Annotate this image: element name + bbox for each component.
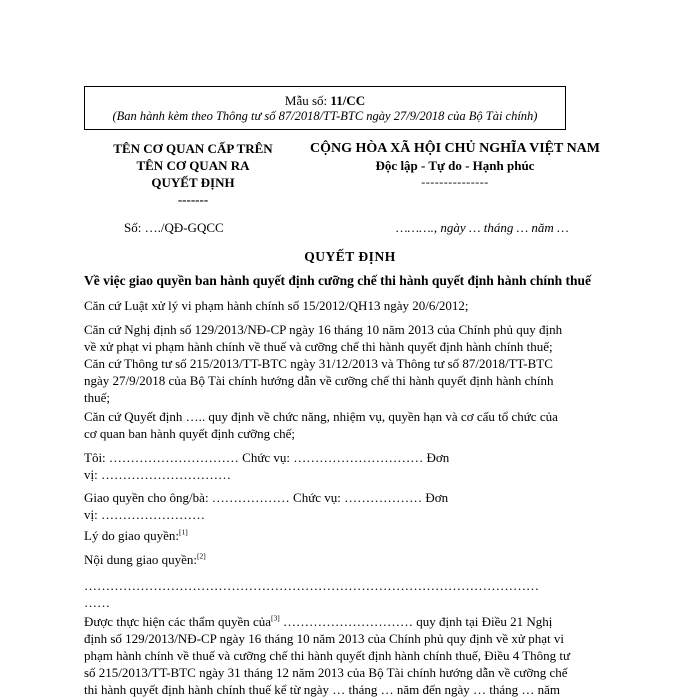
text-line: Giao quyền cho ông/bà: ……………… Chức vụ: ……………… Đơn: [84, 490, 449, 505]
form-code-box: [84, 86, 566, 130]
text-line: số 215/2013/TT-BTC ngày 31 tháng 12 năm 2013 của Bộ Tài chính hướng dẫn về cưỡng chế: [84, 665, 568, 680]
motto: Độc lập - Tự do - Hạnh phúc: [375, 158, 535, 173]
text-line: Căn cứ Nghị định số 129/2013/NĐ-CP ngày 16 tháng 10 năm 2013 của Chính phủ quy định: [84, 322, 563, 337]
text-line: thuế;: [84, 390, 110, 405]
left-divider: -------: [177, 192, 209, 207]
right-divider: ---------------: [421, 175, 489, 189]
text-line: thi hành quyết định hành chính thuế kể từ ngày … tháng … năm đến ngày … tháng … năm: [84, 682, 561, 697]
text-line: ngày 27/9/2018 của Bộ Tài chính hướng dẫn về cưỡng chế thi hành quyết định hành chính: [84, 373, 554, 388]
delegatee-info: [84, 489, 620, 523]
legal-basis-3: [84, 408, 620, 442]
footnote-ref: [1]: [178, 527, 188, 537]
issuing-agency-cont: QUYẾT ĐỊNH: [151, 175, 235, 190]
issuing-agency-header: [108, 140, 278, 208]
legal-basis-2: [84, 321, 620, 406]
text-fragment: Được thực hiện các thẩm quyền của: [84, 614, 272, 629]
text-line: cơ quan ban hành quyết định cưỡng chế;: [84, 426, 296, 441]
form-issued-with: (Ban hành kèm theo Thông tư số 87/2018/TT-BTC ngày 27/9/2018 của Bộ Tài chính): [112, 109, 538, 123]
text-line: [84, 613, 620, 630]
form-label: Mẫu số:: [284, 93, 331, 108]
text-line: Tôi: ………………………… Chức vụ: ………………………… Đơn: [84, 450, 450, 465]
document-title: QUYẾT ĐỊNH: [304, 249, 396, 264]
national-motto-header: [280, 140, 630, 191]
footnote-ref: [3]: [271, 613, 280, 623]
text-fragment: ………………………… quy định tại Điều 21 Nghị: [279, 614, 553, 629]
decision-number: Số: …./QĐ-GQCC: [124, 220, 224, 235]
text-line: phạm hành chính về thuế và cưỡng chế thi hành quyết định hành chính thuế, Điều 4 Thông tư: [84, 648, 571, 663]
delegation-reason: [84, 527, 620, 544]
text-line: Căn cứ Thông tư số 215/2013/TT-BTC ngày 31/12/2013 và Thông tư số 87/2018/TT-BTC: [84, 356, 553, 371]
form-code: 11/CC: [330, 93, 366, 108]
decision-date: ………., ngày … tháng … năm …: [396, 220, 569, 235]
text-line: ……: [84, 595, 110, 610]
parent-agency: TÊN CƠ QUAN CẤP TRÊN: [113, 141, 273, 156]
document-subtitle: Về việc giao quyền ban hành quyết định cưỡng chế thi hành quyết định hành chính thuế: [84, 273, 591, 288]
delegation-content: [84, 551, 620, 568]
delegation-content-blank: [84, 577, 620, 611]
footnote-ref: [2]: [197, 551, 206, 561]
text-line: vị: …………………………: [84, 467, 231, 482]
text-line: Nội dung giao quyền:: [84, 552, 198, 567]
delegated-powers: [84, 613, 620, 698]
legal-basis-1: [84, 297, 620, 314]
form-number: [85, 93, 565, 109]
text-line: Lý do giao quyền:: [84, 528, 179, 543]
text-line: ……………………………………………………………………………………………: [84, 578, 539, 593]
text-line: vị: ……………………: [84, 507, 205, 522]
text-line: về xử phạt vi phạm hành chính về thuế và cưỡng chế thi hành quyết định hành chính thuế;: [84, 339, 553, 354]
text-line: Căn cứ Quyết định ….. quy định về chức năng, nhiệm vụ, quyền hạn và cơ cấu tổ chức của: [84, 409, 558, 424]
issuing-agency: TÊN CƠ QUAN RA: [136, 158, 250, 173]
delegator-info: [84, 449, 620, 483]
text-line: Căn cứ Luật xử lý vi phạm hành chính số 15/2012/QH13 ngày 20/6/2012;: [84, 298, 469, 313]
text-line: định số 129/2013/NĐ-CP ngày 16 tháng 10 năm 2013 của Chính phủ quy định về xử phạt vi: [84, 631, 564, 646]
country-name: CỘNG HÒA XÃ HỘI CHỦ NGHĨA VIỆT NAM: [309, 141, 600, 156]
